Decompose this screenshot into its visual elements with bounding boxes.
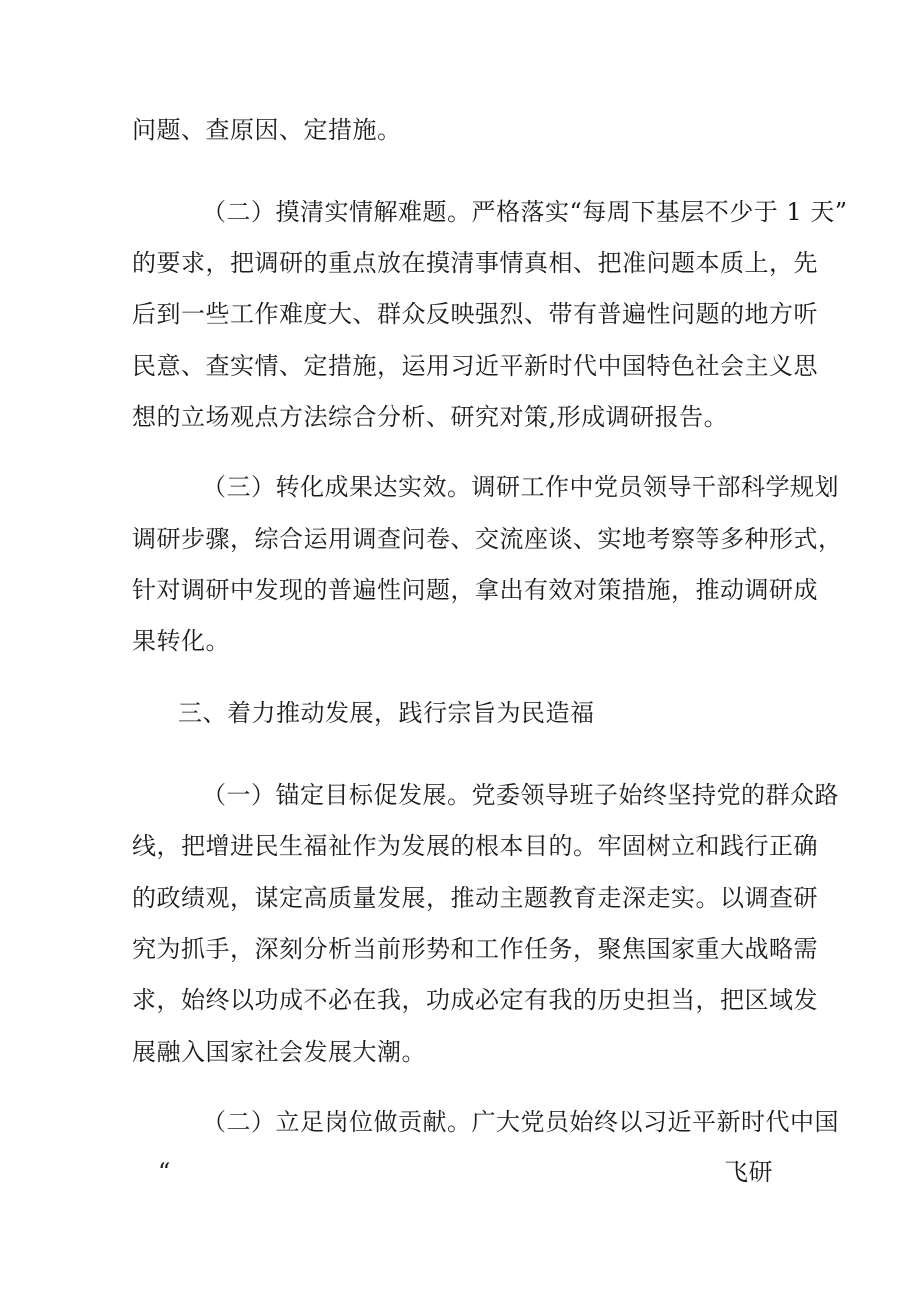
paragraph-line: 果转化。: [132, 627, 230, 655]
paragraph-line: 调研步骤，综合运用调查问卷、交流座谈、实地考察等多种形式，: [132, 525, 843, 553]
paragraph-line: 想的立场观点方法综合分析、研究对策,形成调研报告。: [132, 403, 729, 431]
paragraph-line: 后到一些工作难度大、群众反映强烈、带有普遍性问题的地方听: [132, 300, 818, 328]
paragraph-line: 线，把增进民生福祉作为发展的根本目的。牢固树立和践行正确: [132, 832, 818, 860]
paragraph-line: 针对调研中发现的普遍性问题，拿出有效对策措施，推动调研成: [132, 576, 818, 604]
paragraph-line: （一）锚定目标促发展。党委领导班子始终坚持党的群众路: [202, 781, 839, 809]
paragraph-line: 求，始终以功成不必在我，功成必定有我的历史担当，把区域发: [132, 986, 818, 1014]
paragraph-line: 的要求，把调研的重点放在摸清事情真相、把准问题本质上，先: [132, 249, 818, 277]
paragraph-line: 的政绩观，谋定高质量发展，推动主题教育走深走实。以调查研: [132, 884, 818, 912]
text-fragment-left: “: [158, 1158, 171, 1186]
text-fragment-right: 飞研: [724, 1158, 773, 1186]
paragraph-line: （三）转化成果达实效。调研工作中党员领导干部科学规划: [202, 473, 839, 501]
section-heading: 三、着力推动发展，践行宗旨为民造福: [178, 699, 595, 727]
paragraph-line: （二）摸清实情解难题。严格落实“每周下基层不少于 1 天”: [202, 198, 848, 226]
text-line-continuation: 问题、查原因、定措施。: [132, 116, 402, 144]
paragraph-line: 展融入国家社会发展大潮。: [132, 1038, 426, 1066]
paragraph-line: （二）立足岗位做贡献。广大党员始终以习近平新时代中国: [202, 1108, 839, 1136]
paragraph-line: 民意、查实情、定措施，运用习近平新时代中国特色社会主义思: [132, 352, 818, 380]
paragraph-line: 究为抓手，深刻分析当前形势和工作任务，聚焦国家重大战略需: [132, 935, 818, 963]
